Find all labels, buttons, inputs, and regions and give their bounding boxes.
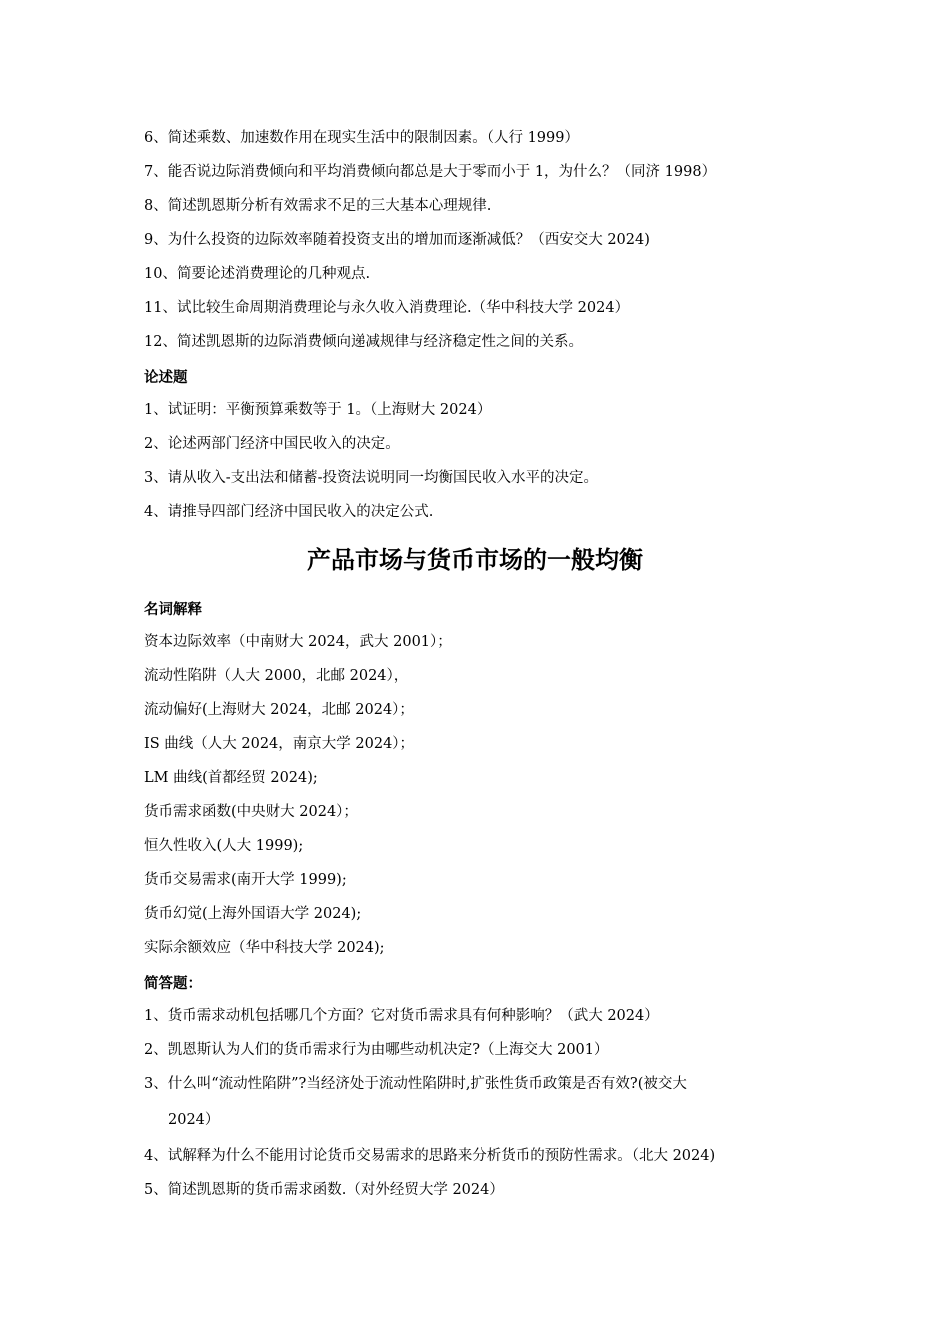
question-7: 7、能否说边际消费倾向和平均消费倾向都总是大于零而小于 1，为什么？（同济 1998）	[144, 164, 717, 180]
question-10: 10、简要论述消费理论的几种观点.	[144, 266, 371, 282]
term-item: 货币幻觉(上海外国语大学 2024);	[144, 906, 362, 922]
question-12: 12、简述凯恩斯的边际消费倾向递减规律与经济稳定性之间的关系。	[144, 334, 583, 350]
essay-question-2: 2、论述两部门经济中国民收入的决定。	[144, 436, 400, 452]
short-question-2: 2、凯恩斯认为人们的货币需求行为由哪些动机决定?（上海交大 2001）	[144, 1042, 609, 1058]
question-8: 8、简述凯恩斯分析有效需求不足的三大基本心理规律.	[144, 198, 492, 214]
term-item: 流动偏好(上海财大 2024，北邮 2024）；	[144, 702, 414, 718]
term-item: 流动性陷阱（人大 2000，北邮 2024），	[144, 668, 409, 684]
terms-heading: 名词解释	[144, 602, 202, 618]
term-item: 资本边际效率（中南财大 2024，武大 2001）；	[144, 634, 452, 650]
short-question-5: 5、简述凯恩斯的货币需求函数.（对外经贸大学 2024）	[144, 1182, 504, 1198]
short-question-4: 4、试解释为什么不能用讨论货币交易需求的思路来分析货币的预防性需求。（北大 2024)	[144, 1148, 716, 1164]
term-item: IS 曲线（人大 2024，南京大学 2024）；	[144, 736, 415, 752]
short-question-3: 3、什么叫“流动性陷阱”?当经济处于流动性陷阱时,扩张性货币政策是否有效?(被交大	[144, 1076, 687, 1092]
question-6: 6、简述乘数、加速数作用在现实生活中的限制因素。（人行 1999）	[144, 130, 579, 146]
short-question-3-continued: 2024）	[168, 1112, 220, 1128]
essay-question-3: 3、请从收入-支出法和储蓄-投资法说明同一均衡国民收入水平的决定。	[144, 470, 599, 486]
essay-heading: 论述题	[144, 370, 188, 386]
term-item: 货币需求函数(中央财大 2024）；	[144, 804, 358, 820]
short-question-1: 1、货币需求动机包括哪几个方面？它对货币需求具有何种影响？（武大 2024）	[144, 1008, 659, 1024]
term-item: 货币交易需求(南开大学 1999);	[144, 872, 347, 888]
question-9: 9、为什么投资的边际效率随着投资支出的增加而逐渐减低？（西安交大 2024)	[144, 232, 650, 248]
question-11: 11、试比较生命周期消费理论与永久收入消费理论.（华中科技大学 2024）	[144, 300, 630, 316]
term-item: LM 曲线(首都经贸 2024);	[144, 770, 318, 786]
essay-question-4: 4、请推导四部门经济中国民收入的决定公式.	[144, 504, 434, 520]
term-item: 实际余额效应（华中科技大学 2024);	[144, 940, 385, 956]
short-answer-heading: 简答题：	[144, 976, 202, 992]
essay-question-1: 1、试证明：平衡预算乘数等于 1。（上海财大 2024）	[144, 402, 492, 418]
term-item: 恒久性收入(人大 1999);	[144, 838, 304, 854]
section-title: 产品市场与货币市场的一般均衡	[307, 546, 643, 574]
